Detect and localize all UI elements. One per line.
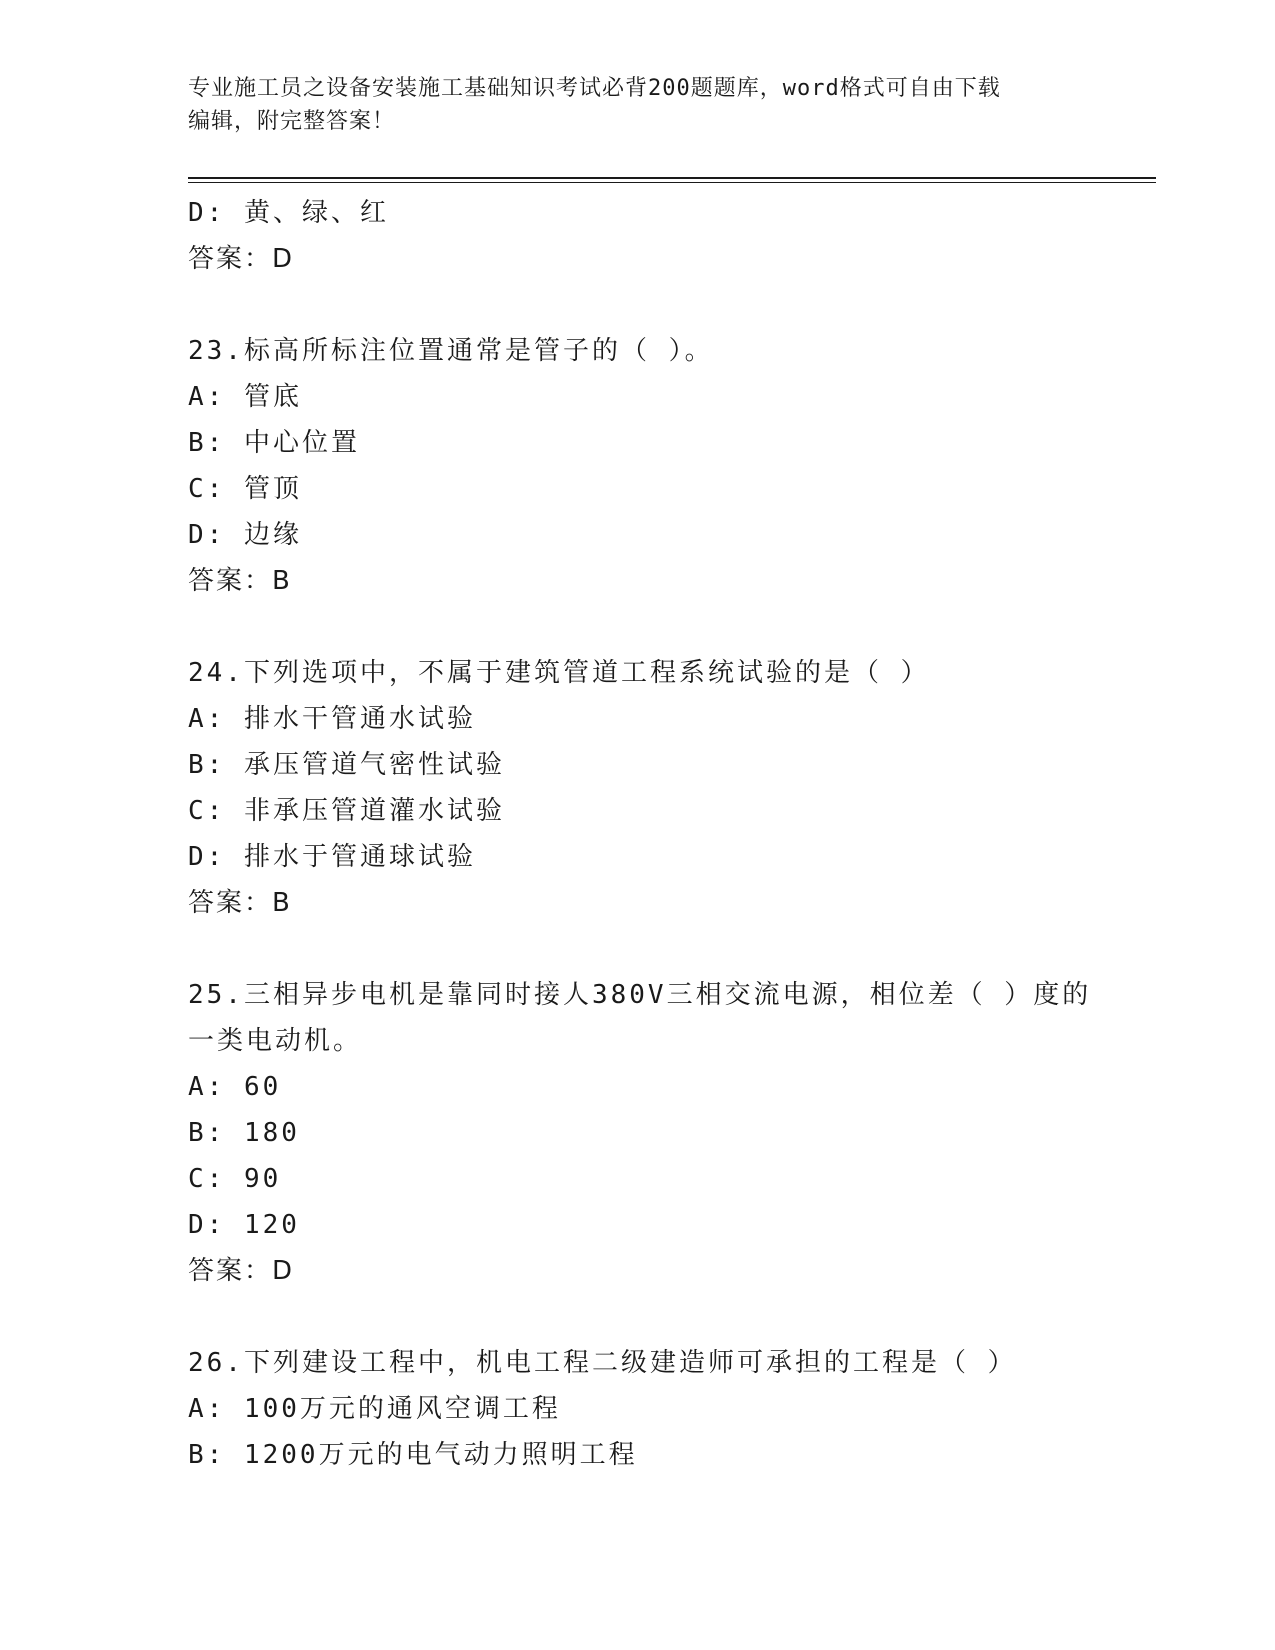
answer: 答案：D [188,1256,295,1286]
option-c: C: 90 [188,1164,282,1194]
question-22-continued [188,190,1088,282]
option-b: B: 1200万元的电气动力照明工程 [188,1440,638,1470]
header-divider-thin [188,182,1156,183]
answer: 答案：D [188,244,295,274]
header-title-line-1: 专业施工员之设备安装施工基础知识考试必背200题题库，word格式可自由下载 [188,76,1001,101]
page-header [188,72,1068,138]
option-b: B: 承压管道气密性试验 [188,750,505,780]
question-stem-continued: 一类电动机。 [188,1026,363,1056]
option-d: D: 120 [188,1210,300,1240]
option-d: D: 黄、绿、红 [188,198,389,228]
question-26 [188,1340,1088,1478]
header-divider-thick [188,177,1156,179]
option-a: A: 60 [188,1072,282,1102]
option-c: C: 非承压管道灌水试验 [188,796,505,826]
document-body [188,190,1092,1478]
spacer [188,926,1088,972]
spacer [188,1294,1088,1340]
question-stem: 26.下列建设工程中，机电工程二级建造师可承担的工程是（ ） [188,1348,1017,1378]
question-stem: 23.标高所标注位置通常是管子的（ ）。 [188,336,714,366]
option-b: B: 180 [188,1118,300,1148]
question-25 [188,972,1092,1294]
question-stem: 24.下列选项中，不属于建筑管道工程系统试验的是（ ） [188,658,930,688]
spacer [188,604,1088,650]
answer: 答案：B [188,566,292,596]
option-c: C: 管顶 [188,474,302,504]
option-b: B: 中心位置 [188,428,360,458]
option-a: A: 排水干管通水试验 [188,704,476,734]
question-stem: 25.三相异步电机是靠同时接人380V三相交流电源，相位差（ ）度的 [188,980,1092,1010]
option-a: A: 100万元的通风空调工程 [188,1394,561,1424]
answer: 答案：B [188,888,292,918]
header-title-line-2: 编辑，附完整答案！ [188,109,396,134]
question-24 [188,650,1088,926]
spacer [188,282,1088,328]
question-23 [188,328,1088,604]
option-a: A: 管底 [188,382,302,412]
option-d: D: 排水于管通球试验 [188,842,476,872]
option-d: D: 边缘 [188,520,302,550]
